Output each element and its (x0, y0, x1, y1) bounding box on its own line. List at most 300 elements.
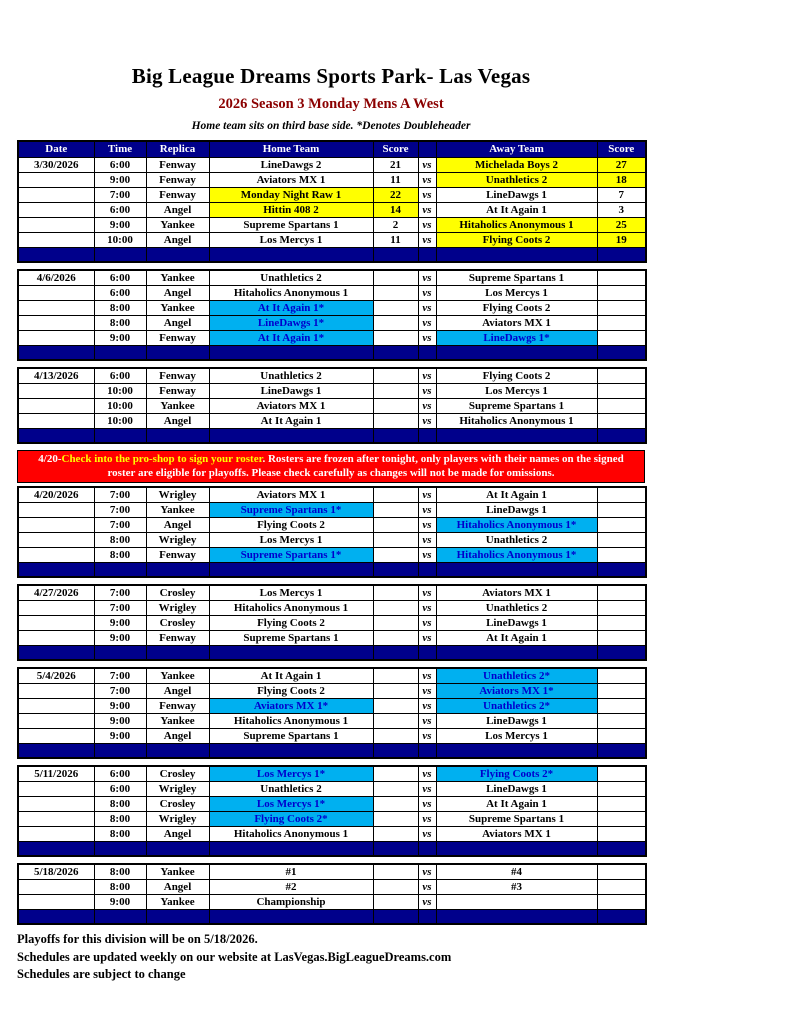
game-row (18, 812, 646, 827)
home-team-cell: Flying Coots 2 (209, 684, 373, 699)
game-row (18, 399, 646, 414)
separator-cell (418, 346, 436, 361)
game-row (18, 548, 646, 563)
time-cell: 7:00 (94, 668, 146, 684)
schedule-block (17, 486, 647, 578)
separator-cell (373, 346, 418, 361)
away-team-cell: Michelada Boys 2 (436, 158, 597, 173)
home-team-cell: Los Mercys 1 (209, 233, 373, 248)
home-team-cell: #1 (209, 864, 373, 880)
separator-cell (373, 744, 418, 759)
vs-cell: vs (418, 487, 436, 503)
vs-cell: vs (418, 533, 436, 548)
separator-cell (94, 563, 146, 578)
date-cell: 4/13/2026 (18, 368, 94, 384)
game-row (18, 203, 646, 218)
replica-cell: Crosley (146, 766, 209, 782)
game-row (18, 188, 646, 203)
separator-cell (94, 429, 146, 444)
home-team-cell: Hitaholics Anonymous 1 (209, 601, 373, 616)
time-cell: 9:00 (94, 616, 146, 631)
separator-cell (436, 248, 597, 263)
replica-cell: Fenway (146, 368, 209, 384)
replica-cell: Fenway (146, 384, 209, 399)
date-cell (18, 895, 94, 910)
date-cell (18, 601, 94, 616)
separator-cell (597, 429, 646, 444)
vs-cell: vs (418, 714, 436, 729)
separator-cell (373, 842, 418, 857)
column-header: Replica (146, 141, 209, 158)
home-score-cell (373, 714, 418, 729)
content-area (17, 64, 645, 984)
home-score-cell (373, 487, 418, 503)
date-cell (18, 782, 94, 797)
header-row (18, 141, 646, 158)
vs-cell: vs (418, 158, 436, 173)
separator-row (18, 910, 646, 925)
away-team-cell: Flying Coots 2 (436, 368, 597, 384)
separator-cell (18, 744, 94, 759)
separator-cell (94, 248, 146, 263)
replica-cell: Fenway (146, 631, 209, 646)
time-cell: 7:00 (94, 518, 146, 533)
date-cell: 3/30/2026 (18, 158, 94, 173)
vs-cell: vs (418, 797, 436, 812)
away-team-cell: LineDawgs 1* (436, 331, 597, 346)
schedule-block (17, 863, 647, 925)
separator-cell (18, 563, 94, 578)
time-cell: 9:00 (94, 218, 146, 233)
replica-cell: Yankee (146, 270, 209, 286)
game-row (18, 518, 646, 533)
separator-cell (209, 646, 373, 661)
banner-highlight-text: Check into the pro-shop to sign your roster (61, 453, 263, 465)
date-cell (18, 173, 94, 188)
game-row (18, 827, 646, 842)
separator-cell (418, 248, 436, 263)
game-row (18, 158, 646, 173)
vs-cell: vs (418, 699, 436, 714)
away-team-cell: Hitaholics Anonymous 1 (436, 414, 597, 429)
home-score-cell (373, 301, 418, 316)
away-score-cell: 18 (597, 173, 646, 188)
date-cell (18, 399, 94, 414)
replica-cell: Fenway (146, 188, 209, 203)
date-cell (18, 316, 94, 331)
away-score-cell (597, 286, 646, 301)
time-cell: 9:00 (94, 631, 146, 646)
away-score-cell (597, 601, 646, 616)
separator-cell (418, 646, 436, 661)
separator-cell (94, 646, 146, 661)
separator-row (18, 346, 646, 361)
time-cell: 7:00 (94, 684, 146, 699)
home-score-cell (373, 585, 418, 601)
vs-cell: vs (418, 218, 436, 233)
time-cell: 8:00 (94, 812, 146, 827)
separator-cell (18, 646, 94, 661)
separator-cell (436, 744, 597, 759)
date-cell (18, 286, 94, 301)
away-team-cell: Aviators MX 1 (436, 316, 597, 331)
game-row (18, 173, 646, 188)
home-score-cell: 22 (373, 188, 418, 203)
game-row (18, 684, 646, 699)
home-team-cell: Unathletics 2 (209, 782, 373, 797)
schedule-block (17, 269, 647, 361)
home-team-cell: At It Again 1 (209, 414, 373, 429)
separator-cell (418, 744, 436, 759)
time-cell: 9:00 (94, 729, 146, 744)
away-score-cell (597, 503, 646, 518)
home-team-cell: Supreme Spartans 1 (209, 218, 373, 233)
away-score-cell (597, 668, 646, 684)
time-cell: 10:00 (94, 384, 146, 399)
away-score-cell: 7 (597, 188, 646, 203)
date-cell: 5/4/2026 (18, 668, 94, 684)
separator-row (18, 646, 646, 661)
away-team-cell: Aviators MX 1 (436, 585, 597, 601)
game-row (18, 782, 646, 797)
replica-cell: Angel (146, 827, 209, 842)
column-header: Date (18, 141, 94, 158)
home-team-cell: LineDawgs 1 (209, 384, 373, 399)
date-cell (18, 518, 94, 533)
away-team-cell: LineDawgs 1 (436, 714, 597, 729)
home-team-cell: Flying Coots 2 (209, 518, 373, 533)
home-team-cell: At It Again 1* (209, 331, 373, 346)
away-score-cell (597, 714, 646, 729)
column-header (418, 141, 436, 158)
vs-cell: vs (418, 812, 436, 827)
home-team-cell: LineDawgs 1* (209, 316, 373, 331)
vs-cell: vs (418, 188, 436, 203)
home-team-cell: #2 (209, 880, 373, 895)
home-score-cell (373, 399, 418, 414)
time-cell: 8:00 (94, 548, 146, 563)
separator-cell (209, 563, 373, 578)
vs-cell: vs (418, 548, 436, 563)
time-cell: 6:00 (94, 782, 146, 797)
home-score-cell (373, 384, 418, 399)
replica-cell: Fenway (146, 699, 209, 714)
date-cell: 5/11/2026 (18, 766, 94, 782)
replica-cell: Wrigley (146, 533, 209, 548)
date-cell (18, 631, 94, 646)
time-cell: 8:00 (94, 880, 146, 895)
replica-cell: Angel (146, 518, 209, 533)
column-header: Home Team (209, 141, 373, 158)
home-team-cell: Aviators MX 1 (209, 487, 373, 503)
away-team-cell: LineDawgs 1 (436, 188, 597, 203)
home-score-cell (373, 797, 418, 812)
footer-line-playoffs: Playoffs for this division will be on 5/18/2026. (17, 932, 258, 946)
away-score-cell (597, 548, 646, 563)
vs-cell: vs (418, 368, 436, 384)
vs-cell: vs (418, 668, 436, 684)
footer-line-subject-to-change: Schedules are subject to change (17, 967, 186, 981)
home-score-cell (373, 601, 418, 616)
away-score-cell (597, 270, 646, 286)
date-cell (18, 812, 94, 827)
vs-cell: vs (418, 399, 436, 414)
separator-cell (597, 563, 646, 578)
date-cell: 4/6/2026 (18, 270, 94, 286)
separator-cell (94, 346, 146, 361)
away-team-cell: LineDawgs 1 (436, 503, 597, 518)
vs-cell: vs (418, 286, 436, 301)
separator-cell (418, 429, 436, 444)
away-team-cell: Supreme Spartans 1 (436, 812, 597, 827)
separator-cell (597, 248, 646, 263)
separator-cell (373, 563, 418, 578)
replica-cell: Angel (146, 233, 209, 248)
home-team-cell: Hitaholics Anonymous 1 (209, 827, 373, 842)
separator-cell (436, 346, 597, 361)
home-team-cell: Flying Coots 2 (209, 616, 373, 631)
home-score-cell (373, 880, 418, 895)
vs-cell: vs (418, 864, 436, 880)
home-team-cell: Los Mercys 1 (209, 533, 373, 548)
home-score-cell (373, 895, 418, 910)
separator-cell (436, 429, 597, 444)
away-team-cell: Los Mercys 1 (436, 286, 597, 301)
replica-cell: Fenway (146, 158, 209, 173)
game-row (18, 895, 646, 910)
away-team-cell: Los Mercys 1 (436, 384, 597, 399)
vs-cell: vs (418, 518, 436, 533)
date-cell (18, 729, 94, 744)
away-score-cell (597, 301, 646, 316)
date-cell: 4/20/2026 (18, 487, 94, 503)
separator-cell (597, 842, 646, 857)
away-team-cell: Flying Coots 2 (436, 233, 597, 248)
date-cell (18, 699, 94, 714)
home-team-cell: Flying Coots 2* (209, 812, 373, 827)
separator-cell (209, 842, 373, 857)
home-team-cell: Monday Night Raw 1 (209, 188, 373, 203)
separator-row (18, 563, 646, 578)
separator-cell (94, 744, 146, 759)
time-cell: 7:00 (94, 503, 146, 518)
page-title: Big League Dreams Sports Park- Las Vegas (131, 64, 531, 88)
column-header: Score (373, 141, 418, 158)
home-team-cell: Unathletics 2 (209, 270, 373, 286)
separator-cell (418, 910, 436, 925)
vs-cell: vs (418, 766, 436, 782)
replica-cell: Angel (146, 286, 209, 301)
replica-cell: Yankee (146, 864, 209, 880)
time-cell: 6:00 (94, 766, 146, 782)
home-team-cell: Aviators MX 1 (209, 399, 373, 414)
home-score-cell (373, 684, 418, 699)
away-team-cell: At It Again 1 (436, 203, 597, 218)
time-cell: 6:00 (94, 203, 146, 218)
away-score-cell (597, 699, 646, 714)
game-row (18, 331, 646, 346)
game-row (18, 316, 646, 331)
vs-cell: vs (418, 601, 436, 616)
away-score-cell (597, 729, 646, 744)
separator-cell (94, 910, 146, 925)
schedule-block (17, 667, 647, 759)
separator-cell (18, 429, 94, 444)
column-header: Away Team (436, 141, 597, 158)
date-cell (18, 533, 94, 548)
banner-rest-text: . Rosters are frozen after tonight, only players with their names on the signed roster are eligible for playoffs. Please check carefully as changes will not be made for omissions. (107, 453, 624, 479)
season-subtitle: 2026 Season 3 Monday Mens A West (218, 96, 444, 112)
vs-cell: vs (418, 233, 436, 248)
home-team-cell: Unathletics 2 (209, 368, 373, 384)
document-header (17, 64, 645, 132)
replica-cell: Yankee (146, 503, 209, 518)
separator-cell (597, 744, 646, 759)
away-score-cell (597, 414, 646, 429)
vs-cell: vs (418, 880, 436, 895)
away-team-cell: #3 (436, 880, 597, 895)
separator-cell (597, 346, 646, 361)
away-team-cell: Unathletics 2 (436, 601, 597, 616)
away-team-cell: Hitaholics Anonymous 1* (436, 518, 597, 533)
separator-cell (209, 346, 373, 361)
replica-cell: Angel (146, 203, 209, 218)
date-cell (18, 616, 94, 631)
time-cell: 7:00 (94, 601, 146, 616)
away-team-cell: Unathletics 2* (436, 699, 597, 714)
separator-cell (373, 248, 418, 263)
date-cell (18, 188, 94, 203)
away-team-cell: Aviators MX 1* (436, 684, 597, 699)
time-cell: 6:00 (94, 158, 146, 173)
game-row (18, 631, 646, 646)
home-team-cell: Supreme Spartans 1* (209, 548, 373, 563)
date-cell (18, 684, 94, 699)
away-team-cell: Flying Coots 2 (436, 301, 597, 316)
separator-cell (146, 646, 209, 661)
time-cell: 9:00 (94, 714, 146, 729)
away-team-cell: Hitaholics Anonymous 1 (436, 218, 597, 233)
away-score-cell: 27 (597, 158, 646, 173)
vs-cell: vs (418, 270, 436, 286)
home-score-cell: 11 (373, 173, 418, 188)
vs-cell: vs (418, 782, 436, 797)
date-cell (18, 414, 94, 429)
time-cell: 7:00 (94, 585, 146, 601)
date-cell (18, 714, 94, 729)
away-team-cell: Unathletics 2 (436, 533, 597, 548)
time-cell: 6:00 (94, 368, 146, 384)
column-header: Time (94, 141, 146, 158)
away-score-cell (597, 812, 646, 827)
away-team-cell: Unathletics 2 (436, 173, 597, 188)
away-team-cell: Flying Coots 2* (436, 766, 597, 782)
vs-cell: vs (418, 616, 436, 631)
date-cell: 4/27/2026 (18, 585, 94, 601)
date-cell (18, 301, 94, 316)
replica-cell: Yankee (146, 218, 209, 233)
date-cell: 5/18/2026 (18, 864, 94, 880)
replica-cell: Wrigley (146, 812, 209, 827)
vs-cell: vs (418, 729, 436, 744)
separator-cell (18, 248, 94, 263)
date-cell (18, 218, 94, 233)
separator-cell (146, 744, 209, 759)
vs-cell: vs (418, 895, 436, 910)
time-cell: 8:00 (94, 864, 146, 880)
home-score-cell (373, 668, 418, 684)
schedule-block (17, 584, 647, 661)
footer-line-website: Schedules are updated weekly on our website at LasVegas.BigLeagueDreams.com (17, 949, 452, 964)
game-row (18, 270, 646, 286)
time-cell: 9:00 (94, 331, 146, 346)
game-row (18, 864, 646, 880)
document-footer (17, 931, 645, 984)
game-row (18, 797, 646, 812)
time-cell: 10:00 (94, 233, 146, 248)
home-score-cell (373, 812, 418, 827)
away-score-cell (597, 368, 646, 384)
schedule-block (17, 367, 647, 444)
home-score-cell (373, 518, 418, 533)
time-cell: 10:00 (94, 414, 146, 429)
replica-cell: Angel (146, 414, 209, 429)
date-cell (18, 797, 94, 812)
date-cell (18, 503, 94, 518)
vs-cell: vs (418, 827, 436, 842)
home-score-cell (373, 631, 418, 646)
separator-cell (373, 646, 418, 661)
time-cell: 9:00 (94, 173, 146, 188)
separator-cell (597, 646, 646, 661)
replica-cell: Wrigley (146, 782, 209, 797)
replica-cell: Yankee (146, 668, 209, 684)
away-team-cell: LineDawgs 1 (436, 782, 597, 797)
away-score-cell (597, 585, 646, 601)
away-team-cell: Los Mercys 1 (436, 729, 597, 744)
home-score-cell: 11 (373, 233, 418, 248)
replica-cell: Yankee (146, 895, 209, 910)
home-score-cell (373, 533, 418, 548)
replica-cell: Crosley (146, 616, 209, 631)
home-team-cell: Aviators MX 1* (209, 699, 373, 714)
home-score-cell (373, 368, 418, 384)
vs-cell: vs (418, 316, 436, 331)
separator-cell (436, 842, 597, 857)
away-team-cell: Supreme Spartans 1 (436, 399, 597, 414)
game-row (18, 880, 646, 895)
time-cell: 8:00 (94, 827, 146, 842)
away-team-cell (436, 895, 597, 910)
separator-cell (146, 346, 209, 361)
game-row (18, 585, 646, 601)
column-header: Score (597, 141, 646, 158)
home-team-note: Home team sits on third base side. *Denotes Doubleheader (191, 120, 471, 132)
date-cell (18, 880, 94, 895)
away-team-cell: #4 (436, 864, 597, 880)
separator-cell (146, 248, 209, 263)
away-score-cell (597, 331, 646, 346)
game-row (18, 714, 646, 729)
away-team-cell: Supreme Spartans 1 (436, 270, 597, 286)
home-score-cell (373, 331, 418, 346)
home-score-cell (373, 864, 418, 880)
away-score-cell (597, 616, 646, 631)
game-row (18, 233, 646, 248)
home-team-cell: Supreme Spartans 1* (209, 503, 373, 518)
game-row (18, 729, 646, 744)
time-cell: 8:00 (94, 797, 146, 812)
